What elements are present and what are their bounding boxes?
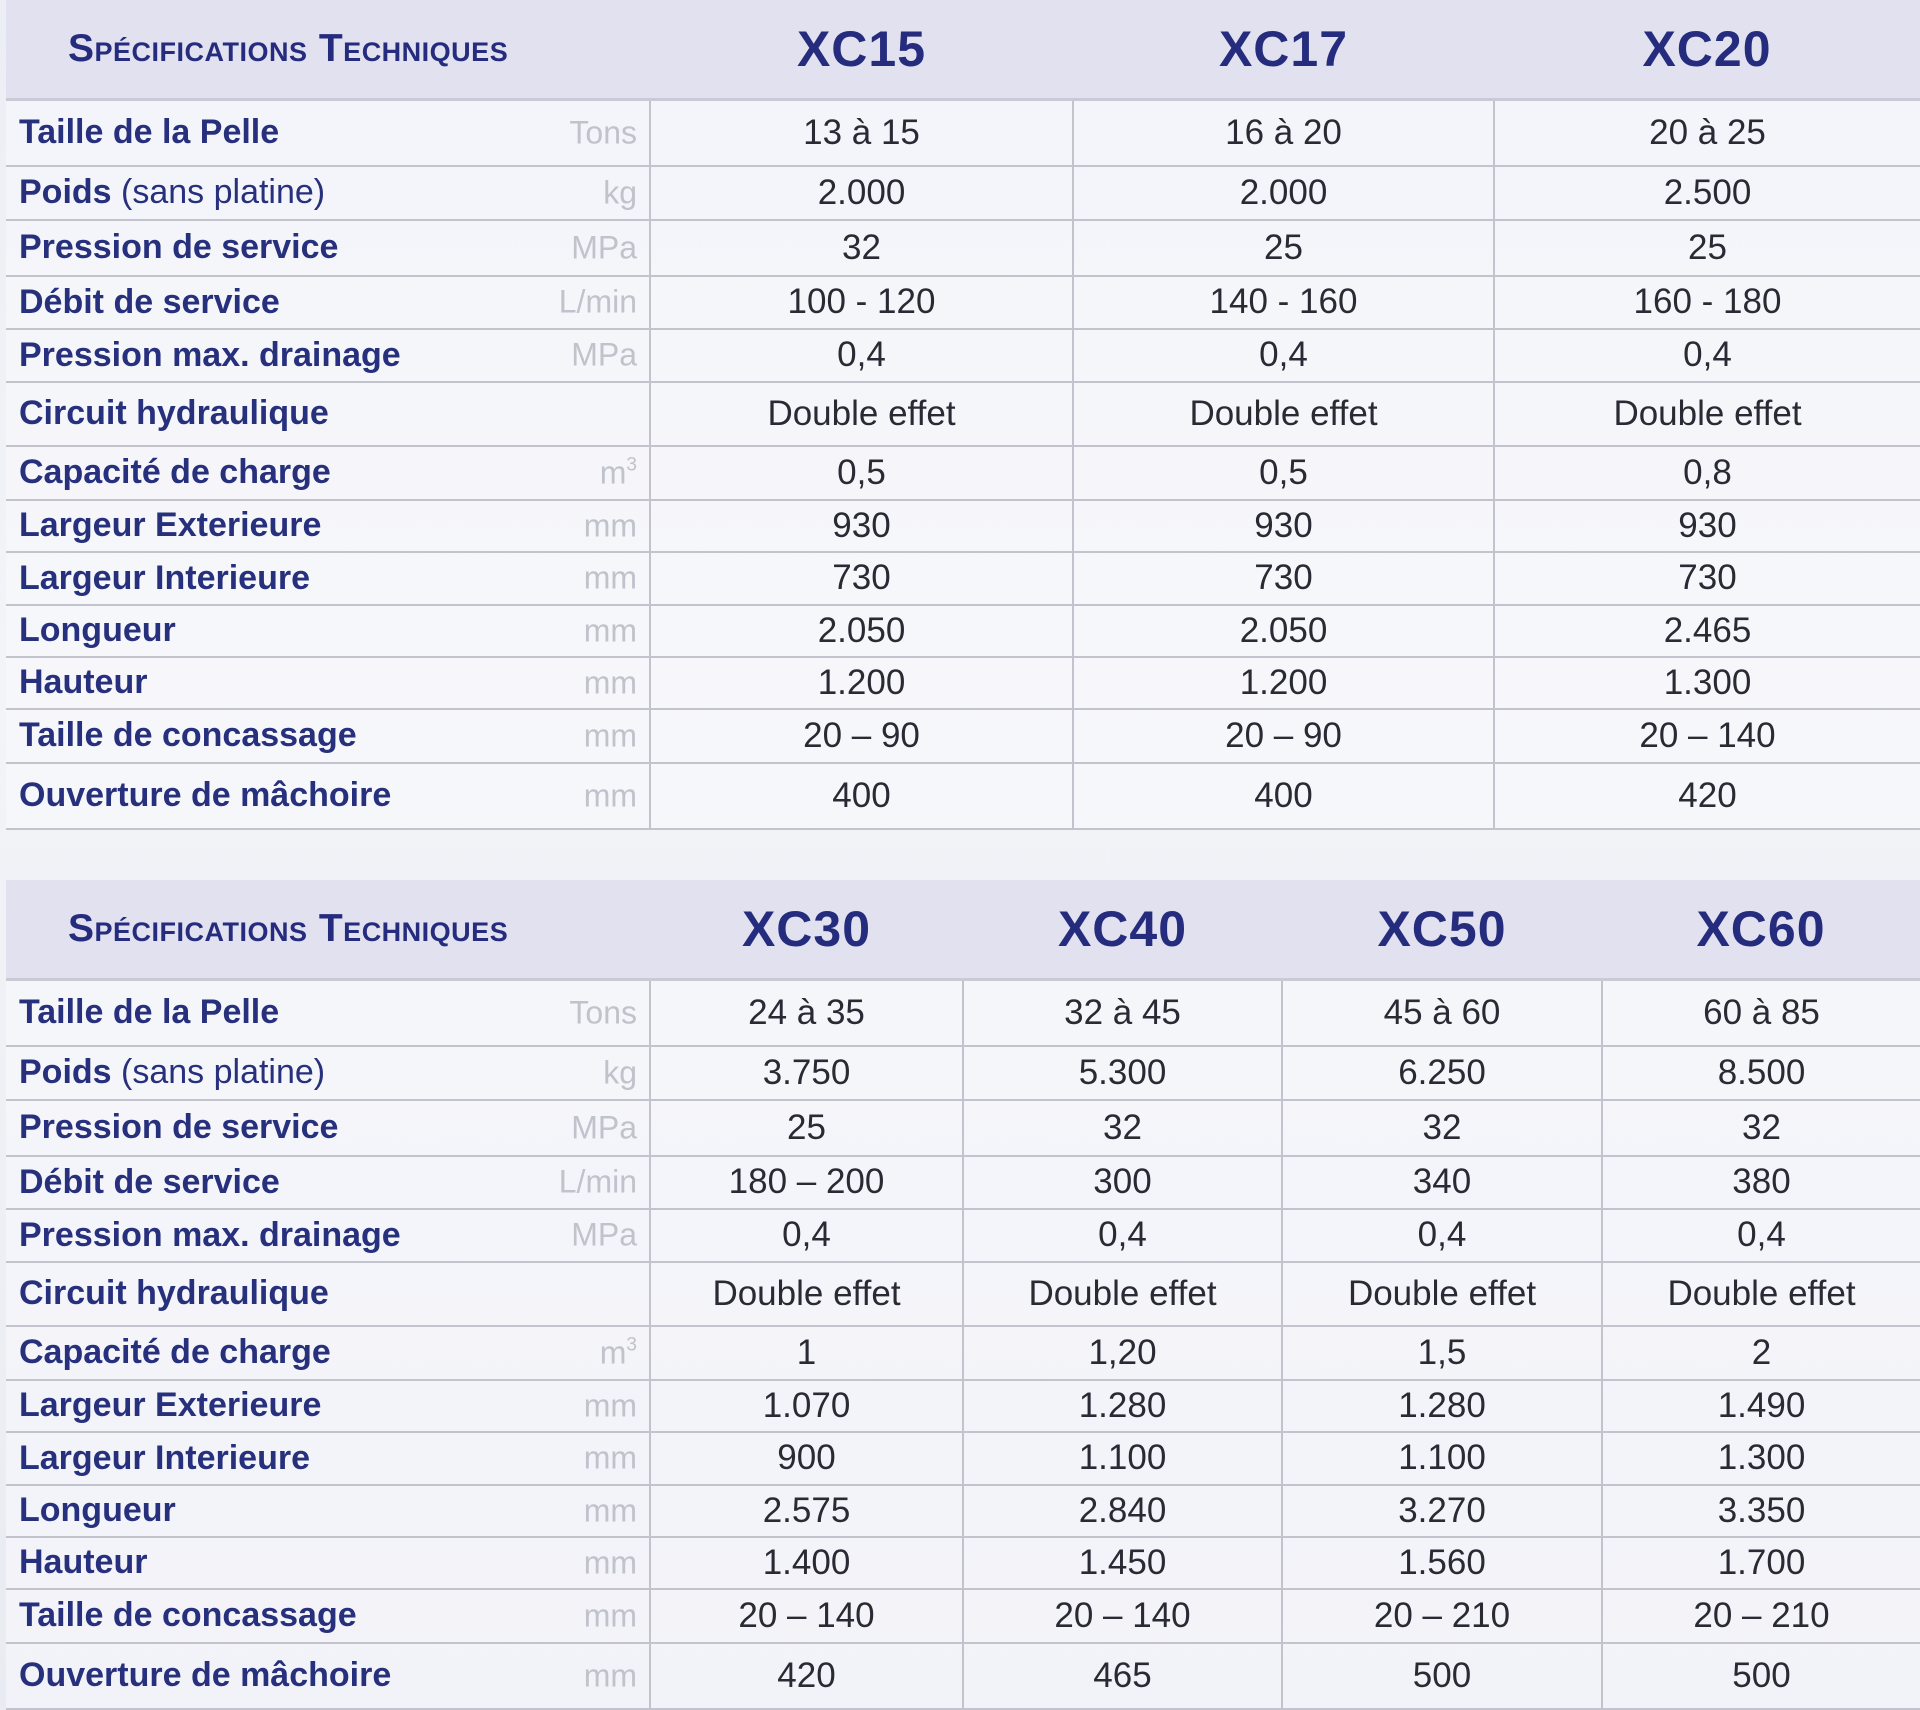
model-header-xc20: XC20 — [1494, 0, 1920, 100]
value-cell-xc30: 25 — [650, 1100, 963, 1156]
value-cell-xc50: 1.280 — [1282, 1380, 1602, 1432]
table-row-pression-max-drainage — [6, 1209, 1920, 1262]
value-cell-xc40: 1,20 — [963, 1326, 1282, 1380]
row-label: Capacité de charge — [19, 1333, 331, 1371]
value-cell-xc20: 0,4 — [1494, 329, 1920, 382]
table-header-row — [6, 880, 1920, 980]
value-cell-xc15: 20 – 90 — [650, 709, 1073, 763]
value-cell-xc20: 930 — [1494, 500, 1920, 552]
unit-text: m — [599, 454, 627, 490]
unit-text: Tons — [569, 114, 637, 151]
unit-text: mm — [583, 1657, 637, 1693]
value-cell-xc20: 1.300 — [1494, 657, 1920, 709]
row-label-cell — [6, 1262, 650, 1326]
table-row-debit-de-service — [6, 276, 1920, 329]
unit-label — [571, 1109, 637, 1146]
unit-label — [559, 1164, 637, 1201]
unit-text: m — [599, 1334, 627, 1370]
value-cell-xc17: 730 — [1073, 552, 1494, 605]
value-cell-xc20: 2.465 — [1494, 605, 1920, 657]
unit-text: mm — [583, 507, 637, 543]
row-label: Longueur — [19, 1491, 176, 1529]
value-cell-xc30: 1 — [650, 1326, 963, 1380]
value-cell-xc40: 0,4 — [963, 1209, 1282, 1262]
table-row-ouverture-de-machoire — [6, 1643, 1920, 1709]
value-cell-xc50: 0,4 — [1282, 1209, 1602, 1262]
row-label: Circuit hydraulique — [19, 1274, 329, 1312]
value-cell-xc17: 1.200 — [1073, 657, 1494, 709]
value-cell-xc40: Double effet — [963, 1262, 1282, 1326]
value-cell-xc15: 100 - 120 — [650, 276, 1073, 329]
row-label-cell — [6, 1380, 650, 1432]
unit-text: mm — [583, 1387, 637, 1423]
unit-label — [569, 114, 637, 151]
table-row-longueur — [6, 1485, 1920, 1537]
value-cell-xc40: 465 — [963, 1643, 1282, 1709]
value-cell-xc15: 13 à 15 — [650, 100, 1073, 166]
value-cell-xc60: 8.500 — [1602, 1046, 1920, 1100]
value-cell-xc20: 420 — [1494, 763, 1920, 829]
value-cell-xc60: 60 à 85 — [1602, 980, 1920, 1046]
row-label: Largeur Interieure — [19, 558, 310, 597]
value-cell-xc17: 2.050 — [1073, 605, 1494, 657]
row-label-cell — [6, 763, 650, 829]
unit-text: mm — [583, 1492, 637, 1528]
table-row-circuit-hydraulique — [6, 1262, 1920, 1326]
row-label: Débit de service — [19, 282, 280, 321]
value-cell-xc17: 140 - 160 — [1073, 276, 1494, 329]
value-cell-xc30: 180 – 200 — [650, 1156, 963, 1209]
unit-text: mm — [583, 717, 637, 753]
value-cell-xc30: 1.070 — [650, 1380, 963, 1432]
value-cell-xc40: 32 — [963, 1100, 1282, 1156]
unit-label — [584, 612, 637, 649]
value-cell-xc60: 1.700 — [1602, 1537, 1920, 1589]
unit-text: Tons — [569, 994, 637, 1031]
row-label-cell — [6, 1589, 650, 1643]
row-label: Capacité de charge — [19, 453, 331, 491]
value-cell-xc60: 2 — [1602, 1326, 1920, 1380]
unit-label — [603, 174, 637, 211]
table-row-debit-de-service — [6, 1156, 1920, 1209]
unit-label — [584, 1440, 637, 1477]
row-label: Poids — [19, 1053, 112, 1091]
row-label: Circuit hydraulique — [19, 394, 329, 432]
row-label: Largeur Exterieure — [19, 506, 322, 544]
row-label: Hauteur — [19, 1543, 148, 1581]
unit-text: mm — [583, 1439, 637, 1476]
unit-label — [569, 994, 637, 1031]
unit-label — [584, 717, 637, 754]
row-label-cell — [6, 276, 650, 329]
row-label-cell — [6, 446, 650, 500]
unit-label — [584, 1597, 637, 1634]
value-cell-xc15: 400 — [650, 763, 1073, 829]
value-cell-xc40: 2.840 — [963, 1485, 1282, 1537]
table-row-taille-de-la-pelle — [6, 100, 1920, 166]
value-cell-xc15: 930 — [650, 500, 1073, 552]
value-cell-xc20: 160 - 180 — [1494, 276, 1920, 329]
value-cell-xc50: 32 — [1282, 1100, 1602, 1156]
model-header-xc17: XC17 — [1073, 0, 1494, 100]
value-cell-xc15: 730 — [650, 552, 1073, 605]
value-cell-xc30: 24 à 35 — [650, 980, 963, 1046]
unit-text: kg — [603, 1054, 637, 1090]
unit-text: mm — [583, 612, 637, 648]
table-row-pression-de-service — [6, 1100, 1920, 1156]
unit-label — [584, 560, 637, 597]
row-label: Largeur Exterieure — [19, 1386, 322, 1424]
value-cell-xc50: 500 — [1282, 1643, 1602, 1709]
spec-table-xc15-xc20 — [6, 0, 1920, 830]
row-label-cell — [6, 1432, 650, 1485]
unit-label — [571, 229, 637, 266]
table-row-largeur-interieure — [6, 552, 1920, 605]
row-label-cell — [6, 166, 650, 220]
model-header-xc40: XC40 — [963, 880, 1282, 980]
value-cell-xc30: 3.750 — [650, 1046, 963, 1100]
row-label: Largeur Interieure — [19, 1438, 310, 1477]
value-cell-xc50: 1.560 — [1282, 1537, 1602, 1589]
value-cell-xc60: 500 — [1602, 1643, 1920, 1709]
unit-label — [584, 664, 637, 701]
row-label-cell — [6, 1100, 650, 1156]
unit-text: mm — [583, 777, 637, 813]
value-cell-xc40: 1.100 — [963, 1432, 1282, 1485]
row-label-cell — [6, 500, 650, 552]
value-cell-xc20: 0,8 — [1494, 446, 1920, 500]
table-row-largeur-interieure — [6, 1432, 1920, 1485]
unit-label — [603, 1054, 637, 1091]
value-cell-xc17: 930 — [1073, 500, 1494, 552]
value-cell-xc17: 0,5 — [1073, 446, 1494, 500]
row-label: Pression max. drainage — [19, 1215, 401, 1254]
unit-text: MPa — [571, 229, 637, 265]
table-row-taille-de-la-pelle — [6, 980, 1920, 1046]
table-row-pression-de-service — [6, 220, 1920, 276]
unit-text: kg — [603, 174, 637, 210]
value-cell-xc50: 20 – 210 — [1282, 1589, 1602, 1643]
value-cell-xc50: 1,5 — [1282, 1326, 1602, 1380]
value-cell-xc30: 420 — [650, 1643, 963, 1709]
value-cell-xc20: 20 – 140 — [1494, 709, 1920, 763]
table-row-circuit-hydraulique — [6, 382, 1920, 446]
value-cell-xc50: Double effet — [1282, 1262, 1602, 1326]
model-header-xc60: XC60 — [1602, 880, 1920, 980]
row-label: Taille de la Pelle — [19, 993, 280, 1032]
row-label: Pression de service — [19, 228, 339, 266]
value-cell-xc30: 900 — [650, 1432, 963, 1485]
table-row-longueur — [6, 605, 1920, 657]
row-label-note: (sans platine) — [111, 1053, 326, 1091]
value-cell-xc60: 380 — [1602, 1156, 1920, 1209]
value-cell-xc50: 1.100 — [1282, 1432, 1602, 1485]
value-cell-xc17: 0,4 — [1073, 329, 1494, 382]
table-row-hauteur — [6, 657, 1920, 709]
value-cell-xc15: 0,5 — [650, 446, 1073, 500]
table-row-capacite-de-charge — [6, 1326, 1920, 1380]
value-cell-xc60: 0,4 — [1602, 1209, 1920, 1262]
value-cell-xc15: 32 — [650, 220, 1073, 276]
value-cell-xc15: 2.050 — [650, 605, 1073, 657]
table-row-ouverture-de-machoire — [6, 763, 1920, 829]
value-cell-xc17: 2.000 — [1073, 166, 1494, 220]
value-cell-xc30: 0,4 — [650, 1209, 963, 1262]
value-cell-xc17: 25 — [1073, 220, 1494, 276]
value-cell-xc50: 340 — [1282, 1156, 1602, 1209]
value-cell-xc15: 0,4 — [650, 329, 1073, 382]
unit-text: mm — [583, 559, 637, 596]
unit-text: L/min — [558, 283, 637, 320]
row-label-cell — [6, 1537, 650, 1589]
table-row-hauteur — [6, 1537, 1920, 1589]
unit-label — [559, 284, 637, 321]
row-label-cell — [6, 220, 650, 276]
table-title: Spécifications Techniques — [6, 0, 650, 100]
value-cell-xc17: 20 – 90 — [1073, 709, 1494, 763]
value-cell-xc60: 1.490 — [1602, 1380, 1920, 1432]
unit-superscript: 3 — [626, 454, 637, 475]
value-cell-xc30: Double effet — [650, 1262, 963, 1326]
row-label: Longueur — [19, 611, 176, 649]
row-label-cell — [6, 605, 650, 657]
row-label: Taille de concassage — [19, 716, 357, 754]
row-label-cell — [6, 657, 650, 709]
value-cell-xc60: 1.300 — [1602, 1432, 1920, 1485]
value-cell-xc40: 1.280 — [963, 1380, 1282, 1432]
value-cell-xc30: 2.575 — [650, 1485, 963, 1537]
row-label: Taille de concassage — [19, 1596, 357, 1634]
value-cell-xc17: 400 — [1073, 763, 1494, 829]
unit-text: MPa — [571, 1216, 637, 1253]
value-cell-xc17: 16 à 20 — [1073, 100, 1494, 166]
value-cell-xc20: Double effet — [1494, 382, 1920, 446]
value-cell-xc15: Double effet — [650, 382, 1073, 446]
value-cell-xc40: 32 à 45 — [963, 980, 1282, 1046]
table-header-row — [6, 0, 1920, 100]
table-title: Spécifications Techniques — [6, 880, 650, 980]
model-header-xc15: XC15 — [650, 0, 1073, 100]
unit-label — [584, 1387, 637, 1424]
unit-superscript: 3 — [626, 1334, 637, 1355]
row-label: Débit de service — [19, 1162, 280, 1201]
row-label-cell — [6, 100, 650, 166]
row-label-cell — [6, 1643, 650, 1709]
unit-text: mm — [583, 1544, 637, 1580]
value-cell-xc60: 32 — [1602, 1100, 1920, 1156]
value-cell-xc40: 20 – 140 — [963, 1589, 1282, 1643]
value-cell-xc60: 3.350 — [1602, 1485, 1920, 1537]
unit-text: mm — [583, 1597, 637, 1633]
value-cell-xc60: 20 – 210 — [1602, 1589, 1920, 1643]
unit-label — [600, 1334, 637, 1371]
row-label: Pression max. drainage — [19, 335, 401, 374]
value-cell-xc20: 20 à 25 — [1494, 100, 1920, 166]
row-label-cell — [6, 329, 650, 382]
value-cell-xc40: 5.300 — [963, 1046, 1282, 1100]
value-cell-xc15: 1.200 — [650, 657, 1073, 709]
row-label-cell — [6, 1046, 650, 1100]
unit-label — [600, 454, 637, 491]
value-cell-xc50: 3.270 — [1282, 1485, 1602, 1537]
unit-label — [571, 1217, 637, 1254]
table-row-pression-max-drainage — [6, 329, 1920, 382]
unit-text: mm — [583, 664, 637, 700]
unit-text: MPa — [571, 336, 637, 373]
unit-label — [584, 1657, 637, 1694]
model-header-xc50: XC50 — [1282, 880, 1602, 980]
row-label-cell — [6, 709, 650, 763]
row-label-cell — [6, 382, 650, 446]
row-label-cell — [6, 1209, 650, 1262]
table-row-largeur-exterieure — [6, 500, 1920, 552]
unit-label — [584, 1544, 637, 1581]
value-cell-xc30: 1.400 — [650, 1537, 963, 1589]
row-label-cell — [6, 980, 650, 1046]
table-row-taille-de-concassage — [6, 709, 1920, 763]
value-cell-xc60: Double effet — [1602, 1262, 1920, 1326]
row-label: Poids — [19, 173, 112, 211]
unit-text: L/min — [558, 1163, 637, 1200]
unit-label — [584, 1492, 637, 1529]
value-cell-xc15: 2.000 — [650, 166, 1073, 220]
table-row-largeur-exterieure — [6, 1380, 1920, 1432]
unit-label — [584, 507, 637, 544]
value-cell-xc50: 6.250 — [1282, 1046, 1602, 1100]
table-row-taille-de-concassage — [6, 1589, 1920, 1643]
row-label: Pression de service — [19, 1108, 339, 1146]
table-row-poids — [6, 1046, 1920, 1100]
row-label-cell — [6, 552, 650, 605]
row-label: Ouverture de mâchoire — [19, 776, 392, 814]
row-label: Hauteur — [19, 663, 148, 701]
unit-text: MPa — [571, 1109, 637, 1145]
row-label-note: (sans platine) — [111, 173, 326, 211]
model-header-xc30: XC30 — [650, 880, 963, 980]
value-cell-xc40: 1.450 — [963, 1537, 1282, 1589]
unit-label — [584, 777, 637, 814]
row-label: Taille de la Pelle — [19, 113, 280, 152]
value-cell-xc20: 730 — [1494, 552, 1920, 605]
value-cell-xc30: 20 – 140 — [650, 1589, 963, 1643]
row-label-cell — [6, 1156, 650, 1209]
value-cell-xc17: Double effet — [1073, 382, 1494, 446]
value-cell-xc20: 2.500 — [1494, 166, 1920, 220]
row-label: Ouverture de mâchoire — [19, 1656, 392, 1694]
value-cell-xc40: 300 — [963, 1156, 1282, 1209]
spec-table-xc30-xc60 — [6, 880, 1920, 1710]
value-cell-xc20: 25 — [1494, 220, 1920, 276]
unit-label — [571, 337, 637, 374]
table-row-poids — [6, 166, 1920, 220]
row-label-cell — [6, 1326, 650, 1380]
table-row-capacite-de-charge — [6, 446, 1920, 500]
value-cell-xc50: 45 à 60 — [1282, 980, 1602, 1046]
row-label-cell — [6, 1485, 650, 1537]
